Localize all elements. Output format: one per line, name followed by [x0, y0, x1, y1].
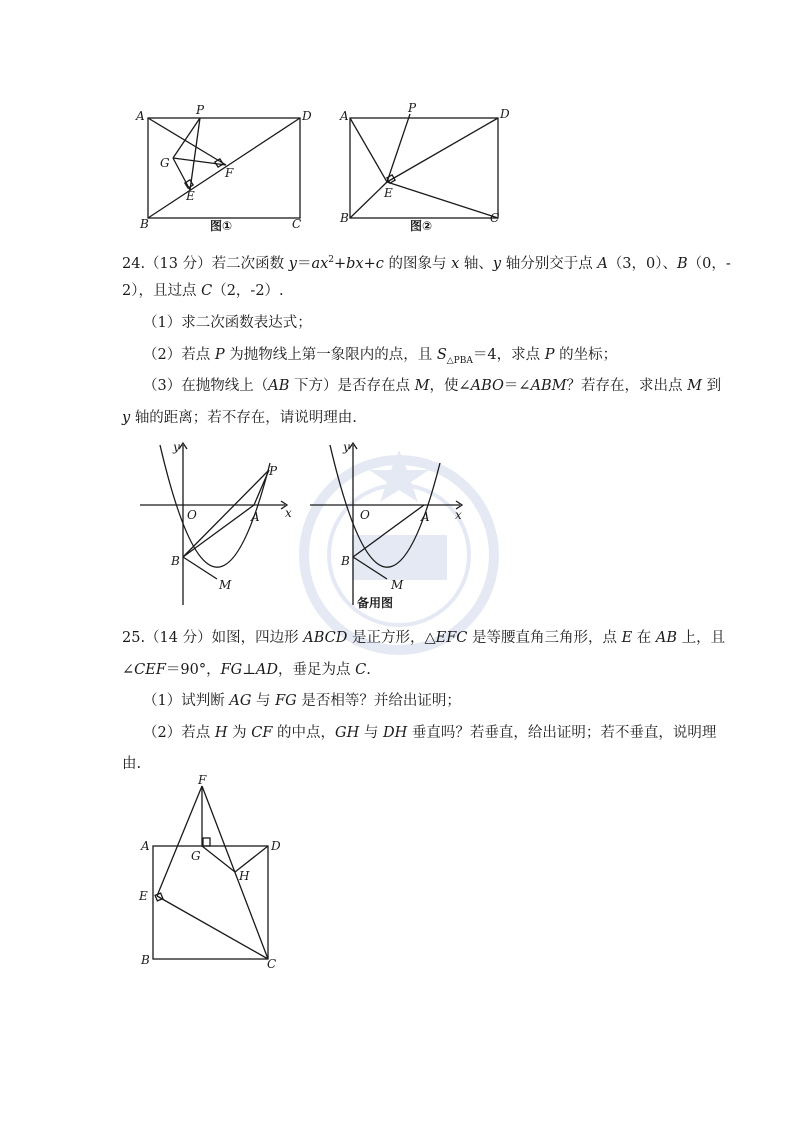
label-G: G	[191, 849, 201, 863]
label-F: F	[198, 773, 207, 787]
label-E: E	[139, 889, 148, 903]
label-x: x	[455, 508, 462, 522]
label-B: B	[141, 953, 150, 967]
label-A: A	[421, 510, 430, 524]
q24-line2: 2），且过点 C（2，-2）.	[122, 283, 284, 299]
label-F: F	[225, 166, 234, 180]
figure-23-1	[130, 100, 320, 240]
label-D: D	[271, 839, 281, 853]
label-A: A	[251, 510, 260, 524]
label-E: E	[384, 186, 393, 200]
label-B: B	[341, 554, 350, 568]
figure-25	[135, 772, 295, 972]
label-A: A	[141, 839, 150, 853]
label-C: C	[292, 217, 302, 231]
label-C: C	[267, 957, 277, 971]
figure-23-2	[332, 100, 522, 240]
label-B: B	[340, 211, 349, 225]
label-y: y	[173, 440, 180, 454]
q25-part2: （2）若点 H 为 CF 的中点，GH 与 DH 垂直吗？若垂直，给出证明；若不垂直，说明理	[143, 725, 717, 741]
q24-part3: （3）在抛物线上（AB 下方）是否存在点 M，使∠ABO＝∠ABM？若存在，求出点 M 到	[143, 378, 722, 394]
q24-part1: （1）求二次函数表达式；	[143, 315, 312, 331]
caption-fig1: 图①	[210, 219, 233, 233]
label-M: M	[219, 578, 232, 592]
label-x: x	[285, 506, 292, 520]
label-D: D	[500, 107, 510, 121]
q25-part1: （1）试判断 AG 与 FG 是否相等？并给出证明；	[143, 693, 461, 709]
label-B: B	[140, 217, 149, 231]
figure-24-2	[305, 435, 470, 615]
q25-part2-line2: 由.	[122, 756, 142, 772]
q24-part2: （2）若点 P 为抛物线上第一象限内的点，且 $S_{\triangle PBA}=4$，求点 P 的坐标；	[143, 347, 618, 366]
q24-line1: 24.（13 分）若二次函数 $y=ax^2+bx+c$ 的图象与 x 轴、y 轴分别交于点 A（3，0）、B（0，-	[122, 255, 731, 272]
label-P: P	[196, 103, 205, 117]
label-y: y	[343, 440, 350, 454]
label-O: O	[360, 508, 370, 522]
caption-spare-figure: 备用图	[357, 596, 394, 610]
label-A: A	[136, 109, 145, 123]
label-P: P	[269, 464, 278, 478]
label-H: H	[239, 869, 250, 883]
label-A: A	[340, 109, 349, 123]
q24-part3-line2: y 轴的距离；若不存在，请说明理由.	[122, 410, 357, 426]
label-E: E	[186, 189, 195, 203]
label-G: G	[160, 156, 170, 170]
label-C: C	[490, 211, 500, 225]
q25-line2: ∠CEF＝90°，FG⊥AD，垂足为点 C.	[122, 662, 371, 678]
figure-24-1	[135, 435, 300, 615]
label-O: O	[187, 508, 197, 522]
label-M: M	[391, 578, 404, 592]
caption-fig2: 图②	[410, 219, 433, 233]
label-P: P	[408, 101, 417, 115]
label-B: B	[171, 554, 180, 568]
label-D: D	[302, 109, 312, 123]
q25-line1: 25.（14 分）如图，四边形 ABCD 是正方形，△EFC 是等腰直角三角形，点 E 在 AB 上，且	[122, 630, 726, 646]
